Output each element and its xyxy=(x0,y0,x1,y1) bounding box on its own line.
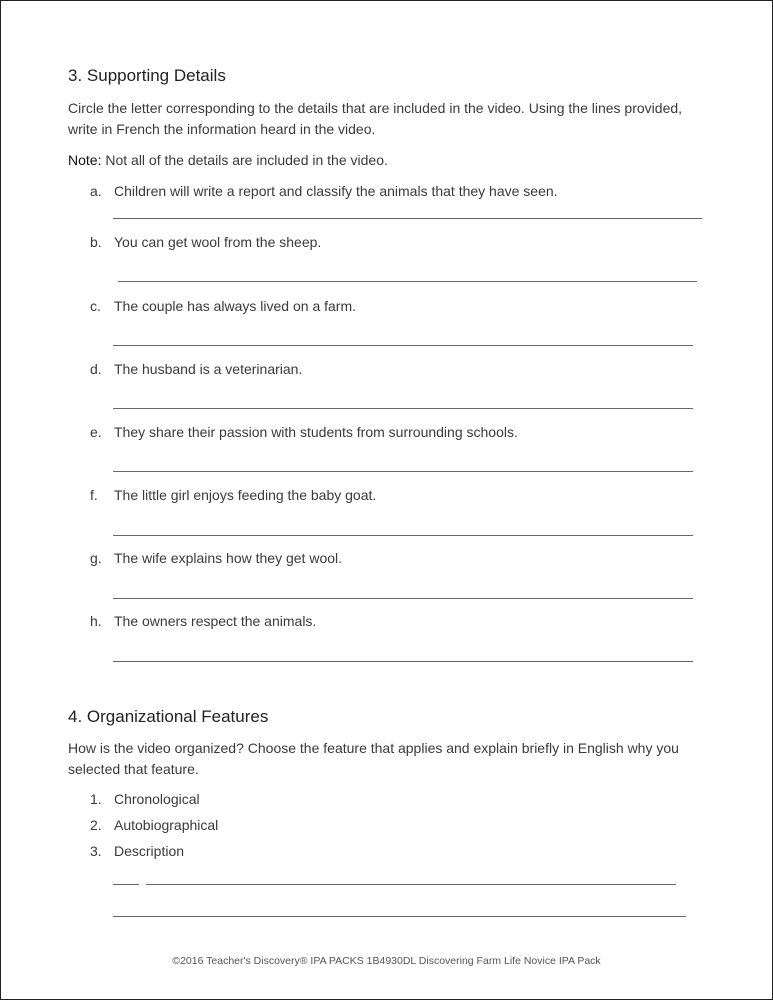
section-3-instructions-1: Circle the letter corresponding to the details that are included in the video. Using the lines provided, xyxy=(68,100,683,116)
answer-line[interactable] xyxy=(113,218,702,219)
detail-text: They share their passion with students from surrounding schools. xyxy=(114,424,518,440)
detail-text: Children will write a report and classify the animals that they have seen. xyxy=(114,183,558,199)
detail-letter[interactable]: d. xyxy=(90,361,102,377)
detail-letter[interactable]: g. xyxy=(90,550,102,566)
section-4-instructions-1: How is the video organized? Choose the feature that applies and explain briefly in English why you xyxy=(68,740,679,756)
detail-letter[interactable]: c. xyxy=(90,298,101,314)
detail-letter[interactable]: h. xyxy=(90,613,102,629)
choice-answer-line[interactable] xyxy=(113,884,139,885)
answer-line[interactable] xyxy=(113,661,693,662)
explanation-line-2[interactable] xyxy=(113,916,686,917)
option-text: Autobiographical xyxy=(114,817,219,833)
detail-text: The couple has always lived on a farm. xyxy=(114,298,357,314)
answer-line[interactable] xyxy=(113,535,693,536)
detail-text: You can get wool from the sheep. xyxy=(114,234,322,250)
section-3-heading: 3. Supporting Details xyxy=(68,66,226,85)
option-text: Description xyxy=(114,843,185,859)
section-3-instructions-2: write in French the information heard in the video. xyxy=(68,121,376,137)
section-4-heading: 4. Organizational Features xyxy=(68,707,269,726)
detail-letter[interactable]: f. xyxy=(90,487,98,503)
answer-line[interactable] xyxy=(118,281,697,282)
option-text: Chronological xyxy=(114,791,200,807)
answer-line[interactable] xyxy=(113,471,693,472)
detail-text: The husband is a veterinarian. xyxy=(114,361,303,377)
detail-letter[interactable]: a. xyxy=(90,183,102,199)
note-label: Note: xyxy=(68,152,102,168)
detail-text: The wife explains how they get wool. xyxy=(114,550,343,566)
detail-text: The owners respect the animals. xyxy=(114,613,317,629)
section-3-note xyxy=(68,150,388,171)
answer-line[interactable] xyxy=(113,408,693,409)
answer-line[interactable] xyxy=(113,598,693,599)
detail-letter[interactable]: b. xyxy=(90,234,102,250)
option-number: 3. xyxy=(90,843,102,859)
detail-letter[interactable]: e. xyxy=(90,424,102,440)
option-number: 1. xyxy=(90,791,102,807)
answer-line[interactable] xyxy=(113,345,693,346)
detail-text: The little girl enjoys feeding the baby goat. xyxy=(114,487,377,503)
footer-copyright: ©2016 Teacher's Discovery® IPA PACKS 1B4930DL Discovering Farm Life Novice IPA Pack xyxy=(172,955,601,967)
explanation-line-1[interactable] xyxy=(146,884,676,885)
note-text: Not all of the details are included in the video. xyxy=(101,152,388,168)
option-number: 2. xyxy=(90,817,102,833)
section-4-instructions-2: selected that feature. xyxy=(68,761,199,777)
